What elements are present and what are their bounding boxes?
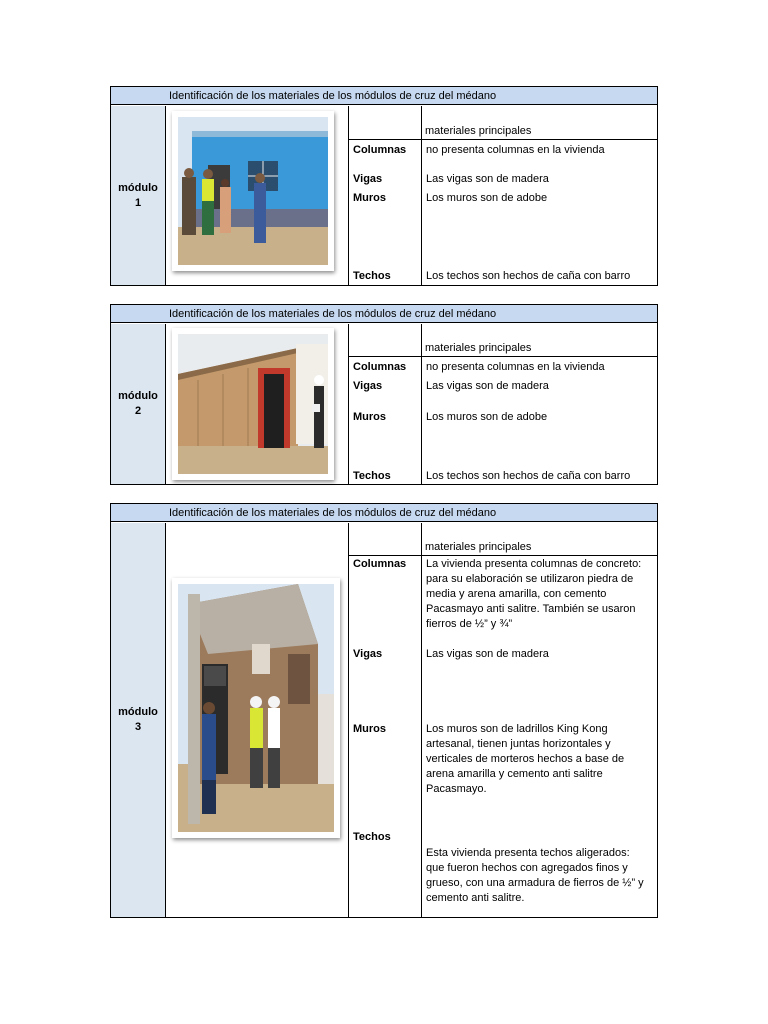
- module-1-house-image: [178, 117, 328, 265]
- module-2-row-label-muros: Muros: [353, 411, 386, 423]
- module-1-photo-cell: [166, 106, 349, 285]
- module-3-row-value-techos: Esta vivienda presenta techos aligerados: que fueron hechos con agregados finos y grueso, con una armadura de fierros de ½” y cemento anti salitre.: [426, 847, 644, 904]
- module-1-materials-header: [349, 106, 657, 140]
- module-2-row-value-columnas: no presenta columnas en la vivienda: [426, 361, 605, 373]
- module-1-row-label-techos: Techos: [353, 270, 391, 282]
- module-2-label: [111, 324, 166, 484]
- module-3-materials-header: [349, 523, 657, 556]
- module-2-row-label-columnas: Columnas: [353, 361, 407, 373]
- module-3-photo-cell: [166, 523, 349, 917]
- module-1-label-number: 1: [134, 196, 142, 209]
- module-3-house-image: [178, 584, 334, 832]
- module-2-photo: [172, 328, 334, 480]
- module-3-row-label-techos: Techos: [353, 831, 391, 843]
- module-2-row-label-techos: Techos: [353, 470, 391, 482]
- module-3-row-label-vigas: Vigas: [353, 648, 383, 660]
- module-1-label: [111, 106, 166, 285]
- module-1-row-label-columnas: Columnas: [353, 144, 407, 156]
- module-1-row-value-vigas: Las vigas son de madera: [426, 173, 549, 185]
- module-2-table: [110, 304, 658, 485]
- module-3-row-value-columnas: La vivienda presenta columnas de concreto: para su elaboración se utilizaron piedra de media y arena amarilla, con cemento Pacasmayo anti salitre. También se usaron fierros de ½” y ¾”: [426, 558, 642, 630]
- module-3-photo: [172, 578, 340, 838]
- module-3-materials-header-text: materiales principales: [425, 541, 532, 553]
- module-2-materials-header: [349, 324, 657, 357]
- module-2-row-value-techos: Los techos son hechos de caña con barro: [426, 470, 631, 482]
- module-1-label-word: módulo: [118, 181, 158, 194]
- module-2-row-value-muros: Los muros son de adobe: [426, 411, 548, 423]
- module-3-heading: Identificación de los materiales de los módulos de cruz del médano: [111, 504, 657, 522]
- module-1-row-value-muros: Los muros son de adobe: [426, 192, 548, 204]
- module-3-row-label-muros: Muros: [353, 723, 386, 735]
- module-2-label-word: módulo: [118, 390, 158, 402]
- module-3-row-value-muros: Los muros son de ladrillos King Kong artesanal, tienen juntas horizontales y verticales de morteros hechos a base de arena amarilla y cemento anti salitre Pacasmayo.: [426, 723, 625, 795]
- module-2-row-label-vigas: Vigas: [353, 380, 383, 392]
- module-1-materials-header-text: materiales principales: [425, 125, 532, 137]
- module-3-row-value-vigas: Las vigas son de madera: [426, 648, 549, 660]
- module-3-label: [111, 523, 166, 917]
- module-1-row-label-muros: Muros: [353, 192, 386, 204]
- module-2-row-value-vigas: Las vigas son de madera: [426, 380, 549, 392]
- module-1-row-value-columnas: no presenta columnas en la vivienda: [426, 144, 605, 156]
- module-1-row-value-techos: Los techos son hechos de caña con barro: [426, 270, 631, 282]
- module-3-column-divider: [421, 523, 422, 917]
- module-1-column-divider: [421, 106, 422, 285]
- module-2-photo-cell: [166, 324, 349, 484]
- module-2-house-image: [178, 334, 328, 474]
- module-2-column-divider: [421, 324, 422, 484]
- module-3-row-label-columnas: Columnas: [353, 558, 407, 570]
- module-2-heading: Identificación de los materiales de los módulos de cruz del médano: [111, 305, 657, 323]
- module-3-table: [110, 503, 658, 918]
- module-3-label-number: 3: [134, 721, 142, 733]
- module-1-heading: Identificación de los materiales de los módulos de cruz del médano: [111, 87, 657, 105]
- module-2-materials-header-text: materiales principales: [425, 342, 532, 354]
- module-3-label-word: módulo: [118, 706, 158, 718]
- module-1-row-label-vigas: Vigas: [353, 173, 383, 185]
- module-1-photo: [172, 111, 334, 271]
- module-2-label-number: 2: [134, 405, 142, 417]
- module-1-table: [110, 86, 658, 286]
